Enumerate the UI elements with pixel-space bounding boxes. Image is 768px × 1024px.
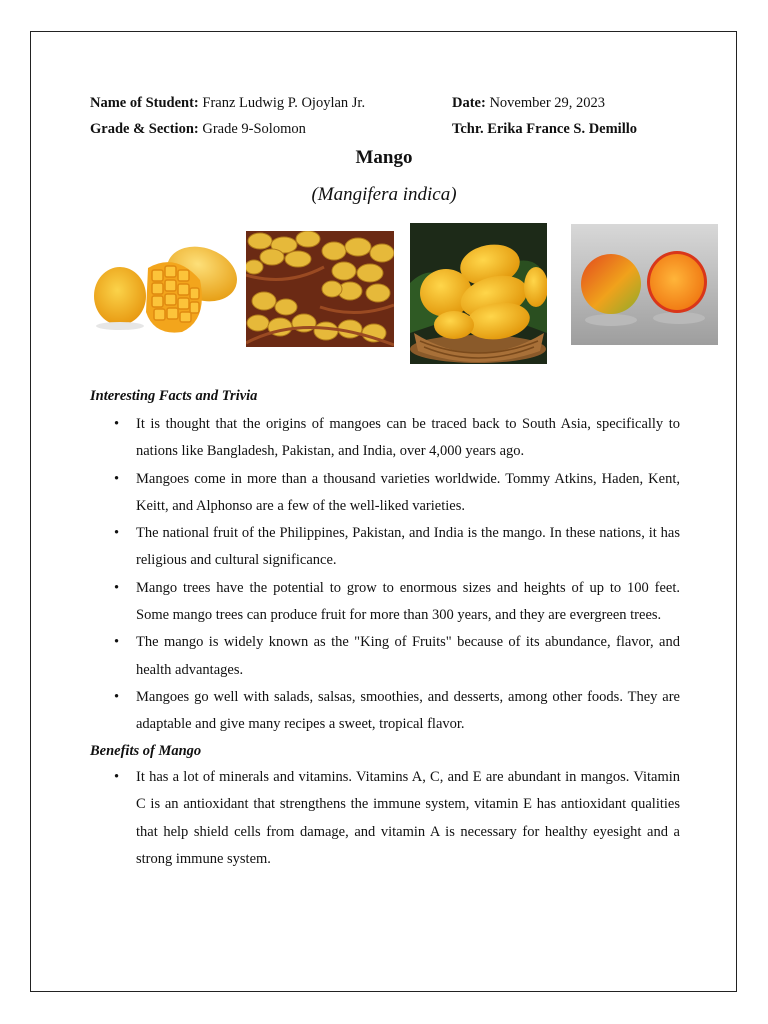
fact-text: Mangoes go well with salads, salsas, smoothies, and desserts, among other foods. They are adaptable and give many recipes a sweet, tropical flavor. bbox=[136, 688, 680, 733]
mango-baskets-photo bbox=[246, 231, 394, 347]
fact-text: Mangoes come in more than a thousand varieties worldwide. Tommy Atkins, Haden, Kent, Keitt, and Alphonso are a few of the well-liked varieties. bbox=[136, 470, 680, 514]
date-line bbox=[452, 94, 605, 112]
list-item bbox=[90, 466, 680, 521]
student-name-value: Franz Ludwig P. Ojoylan Jr. bbox=[202, 95, 366, 111]
teacher-name: Tchr. Erika France S. Demillo bbox=[452, 121, 638, 137]
benefits-list bbox=[90, 764, 680, 873]
bullet: • bbox=[114, 470, 120, 487]
grade-section-label: Grade & Section: bbox=[90, 121, 199, 137]
student-name-line bbox=[90, 94, 365, 112]
benefits-heading: Benefits of Mango bbox=[90, 743, 202, 759]
list-item bbox=[90, 575, 680, 630]
grade-section-line bbox=[90, 120, 306, 138]
mango-cut-photo bbox=[90, 240, 240, 340]
list-item bbox=[90, 520, 680, 575]
bullet: • bbox=[114, 688, 120, 705]
teacher-line bbox=[452, 120, 637, 138]
bullet: • bbox=[114, 769, 120, 785]
list-item bbox=[90, 629, 680, 684]
bullet: • bbox=[114, 525, 120, 542]
mango-basket-photo bbox=[410, 223, 547, 364]
date-value: November 29, 2023 bbox=[489, 95, 606, 111]
benefit-text: It has a lot of minerals and vitamins. Vitamins A, C, and E are abundant in mangos. Vitamin C is an antioxidant that strengthens the immune system, vitamin E has antioxidant qualities that help shield cells from damage, and vitamin A is necessary for healthy eyesight and a strong immune system. bbox=[136, 769, 680, 867]
list-item bbox=[90, 684, 680, 739]
fact-text: The national fruit of the Philippines, Pakistan, and India is the mango. In these nations, it has religious and cultural significance. bbox=[136, 525, 680, 569]
list-item bbox=[90, 411, 680, 466]
mango-halves-photo bbox=[571, 224, 718, 345]
date-label: Date: bbox=[452, 95, 486, 111]
student-name-label: Name of Student: bbox=[90, 95, 199, 111]
list-item bbox=[90, 764, 680, 873]
page-title: Mango bbox=[355, 147, 413, 168]
facts-heading: Interesting Facts and Trivia bbox=[90, 388, 258, 404]
fact-text: Mango trees have the potential to grow to enormous sizes and heights of up to 100 feet. Some mango trees can produce fruit for more than 300 years, and they are evergreen trees. bbox=[136, 579, 680, 624]
fact-text: The mango is widely known as the "King of Fruits" because of its abundance, flavor, and health advantages. bbox=[136, 634, 680, 678]
scientific-name: (Mangifera indica) bbox=[311, 184, 457, 205]
bullet: • bbox=[114, 579, 120, 596]
fact-text: It is thought that the origins of mangoes can be traced back to South Asia, specifically to nations like Bangladesh, Pakistan, and India, over 4,000 years ago. bbox=[136, 416, 680, 460]
bullet: • bbox=[114, 634, 120, 651]
facts-list bbox=[90, 411, 680, 739]
grade-section-value: Grade 9-Solomon bbox=[202, 121, 306, 137]
bullet: • bbox=[114, 416, 120, 432]
